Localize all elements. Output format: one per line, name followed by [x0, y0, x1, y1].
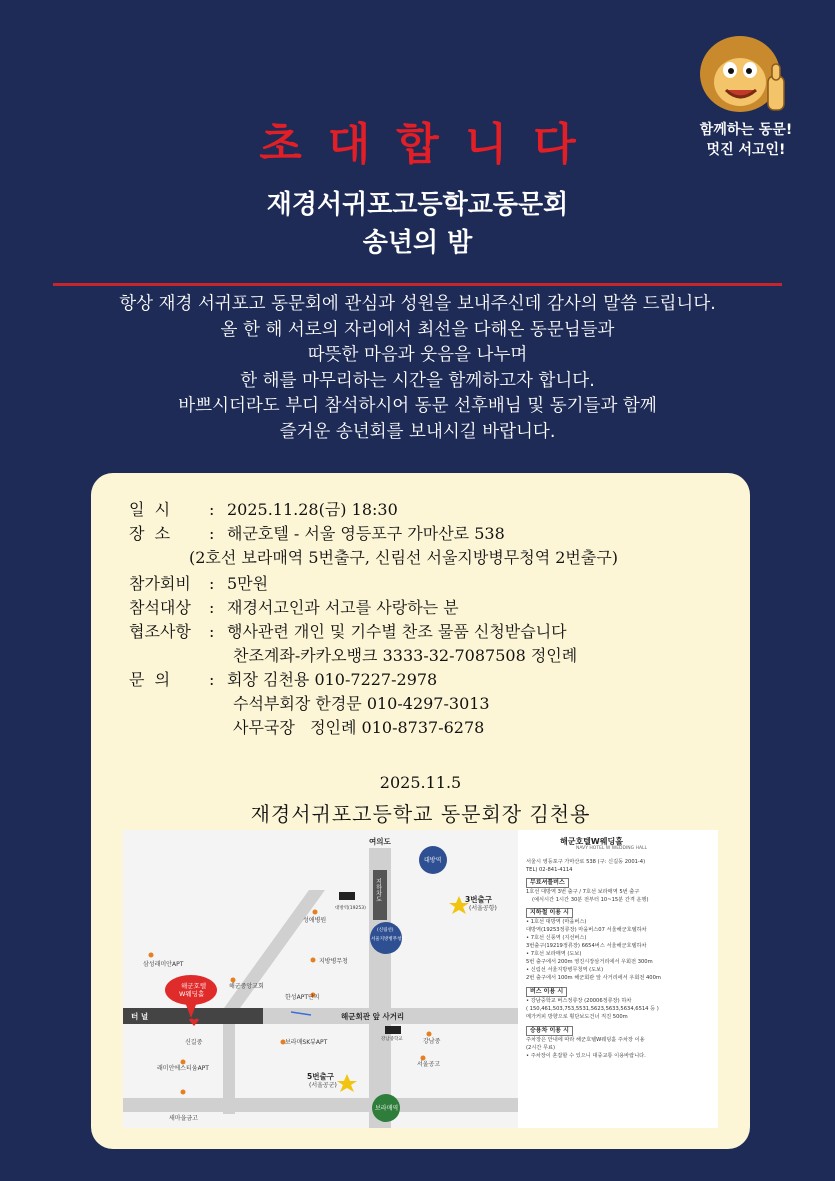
date-value: 2025.11.28(금) 18:30: [227, 500, 398, 519]
sponsor-row: 협조사항 : 행사관련 개인 및 기수별 찬조 물품 신청받습니다: [129, 619, 567, 642]
sponsor-label: 협조사항: [129, 622, 191, 641]
car-line: • 주차장이 혼잡할 수 있으니 대중교통 이용바랍니다.: [526, 1053, 646, 1059]
shuttle-route: 1호선 대방역 3번 출구 / 7호선 보라매역 5번 출구: [526, 889, 640, 895]
date-label: 일 시: [129, 500, 171, 519]
event-details-card: [91, 473, 750, 1149]
target-value: 재경서고인과 서고를 사랑하는 분: [227, 598, 459, 617]
bus-heading: 버스 이용 시: [526, 987, 567, 997]
contact-row: 문 의 : 회장 김천용 010-7227-2978: [129, 667, 437, 690]
map-label-exit3-sub: (서울공항): [469, 905, 497, 912]
directions-panel: [520, 830, 718, 1128]
map-label-tunnel: 터 널: [131, 1012, 149, 1021]
subway-line: 대방역(19253정류장) 마을버스07 서울해군호텔하차: [526, 927, 647, 933]
map-label-bus-stop: 대방역(19253): [335, 906, 366, 911]
map-label-exit5: 5번출구: [307, 1072, 334, 1081]
headline-line: 송년의 밤: [362, 228, 473, 258]
greeting-message: [0, 292, 835, 445]
divider: [53, 283, 782, 286]
map-label-hansung: 한성APT단지: [285, 994, 320, 1001]
place-row: 장 소 : 해군호텔 - 서울 영등포구 가마산로 538: [129, 521, 505, 544]
bus-line: ( 150,461,503,753,5531,5623,5633,5634,6514 등 ): [526, 1006, 659, 1012]
issue-date: 2025.11.5: [379, 773, 462, 792]
fee-label: 참가회비: [129, 574, 191, 593]
target-row: 참석대상 : 재경서고인과 서고를 사랑하는 분: [129, 595, 459, 618]
subway-line: • 1호선 대방역 (마을버스): [526, 919, 587, 925]
subway-line: • 신림선 서울지방병무청역 (도보): [526, 967, 604, 973]
slogan-line: 함께하는 동문!: [699, 122, 793, 138]
map-label-seoul-high: 서울공고: [417, 1061, 441, 1068]
contact-value: 회장 김천용 010-7227-2978: [227, 670, 438, 689]
subway-line: • 7호선 신풍역 (지선버스): [526, 935, 587, 941]
map-label-underpass: 지하차도: [374, 878, 382, 902]
map-label-station: (신림선): [377, 928, 394, 933]
greeting-line: 따뜻한 마음과 웃음을 나누며: [307, 345, 528, 365]
map-label-sinkil: 신길중: [185, 1039, 203, 1046]
map-label-haegun-church: 해군중앙교회: [229, 983, 264, 990]
car-line: 주차장은 안내에 따라 해군호텔W웨딩홀 주차장 이용: [526, 1037, 645, 1043]
greeting-line: 한 해를 마무리하는 시간을 함께하고자 합니다.: [240, 370, 595, 391]
hotel-name: 해군호텔W웨딩홀: [560, 837, 623, 846]
map-label-station-name: 서울지방병무청역: [371, 937, 406, 942]
place-value: 해군호텔 - 서울 영등포구 가마산로 538: [227, 524, 505, 543]
car-line: (2시간 무료): [526, 1045, 556, 1051]
map-label-jibang: 지방병무청: [319, 958, 348, 965]
map-label-raemian: 래미안에스티움APT: [157, 1065, 209, 1072]
signature: 재경서귀포고등학교 동문회장 김천용: [250, 802, 591, 826]
map-label-exit5-sub: (서울공군): [309, 1082, 337, 1089]
contact-label: 문 의: [129, 670, 171, 689]
greeting-line: 올 한 해 서로의 자리에서 최선을 다해온 동문님들과: [220, 319, 615, 340]
mascot-icon: [690, 28, 800, 120]
map-label-gangnam-school: 강남중학교: [381, 1037, 403, 1042]
subway-line: • 7호선 보라매역 (도보): [526, 951, 582, 957]
event-headline: [0, 186, 835, 262]
slogan-line: 멋진 서고인!: [706, 142, 786, 158]
map-label-hotel-line2: W웨딩홀: [179, 990, 205, 998]
map-drawing: [123, 830, 518, 1128]
target-label: 참석대상: [129, 598, 191, 617]
subway-line: 2번 출구에서 100m 해군회관 앞 사거리에서 우회전 400m: [526, 975, 661, 981]
sponsor-value: 행사관련 개인 및 기수별 찬조 물품 신청받습니다: [227, 622, 567, 641]
map-label-boramae-sk: 보라매SK뷰APT: [285, 1039, 328, 1046]
map-label-hotel-line1: 해군호텔: [181, 982, 207, 990]
hotel-tel: TEL) 02-841-4114: [526, 867, 573, 873]
subway-heading: 지하철 이용 시: [526, 908, 573, 918]
map-label-gangnam-mid: 강남중: [423, 1038, 441, 1045]
place-directions: (2호선 보라매역 5번출구, 신림선 서울지방병무청역 2번출구): [189, 548, 619, 567]
contact-value: 사무국장 정인례 010-8737-6278: [233, 718, 485, 737]
bus-line: 메가커피 방향으로 횡단보도건너 직진 500m: [526, 1014, 628, 1020]
shuttle-heading: 무료셔틀버스: [526, 878, 569, 888]
date-row: 일 시 : 2025.11.28(금) 18:30: [129, 497, 398, 520]
invitation-title: 초대합니다: [259, 119, 602, 170]
car-heading: 승용차 이용 시: [526, 1026, 573, 1036]
map-label-daebang: 대방역: [424, 857, 442, 864]
map-label-crossroad: 해군회관 앞 사거리: [341, 1012, 405, 1021]
hotel-address: 서울시 영등포구 가마산로 538 (구: 신길동 2001-4): [526, 859, 646, 865]
map-label-saemaeul: 새마을금고: [169, 1115, 198, 1122]
map-label-sungae: 성애병원: [303, 917, 327, 924]
slogan: [686, 120, 806, 160]
greeting-line: 항상 재경 서귀포고 동문회에 관심과 성원을 보내주신데 감사의 말씀 드립니다.: [119, 294, 716, 314]
hotel-english-name: NAVY HOTEL W WEDDING HALL: [576, 846, 648, 851]
headline-line: 재경서귀포고등학교동문회: [266, 190, 569, 220]
map-label-exit3: 3번출구: [465, 895, 492, 904]
shuttle-note: (예식시간 1시간 30분 전부터 10~15분 간격 운행): [532, 897, 649, 903]
map-label-boramae: 보라매역: [375, 1105, 399, 1112]
location-map: [123, 830, 718, 1128]
fee-row: 참가회비 : 5만원: [129, 571, 268, 594]
contact-value: 수석부회장 한경문 010-4297-3013: [233, 694, 490, 713]
bus-line: • 강남중학교 버스정류장 (20006정류장) 하차: [526, 998, 632, 1004]
greeting-line: 즐거운 송년회를 보내시길 바랍니다.: [279, 421, 556, 442]
greeting-line: 바쁘시더라도 부디 참석하시어 동문 선후배님 및 동기들과 함께: [178, 396, 657, 416]
subway-line: 5번 출구에서 200m 영진시장삼거리에서 우회전 300m: [526, 959, 653, 965]
fee-value: 5만원: [227, 574, 269, 593]
place-label: 장 소: [129, 524, 171, 543]
subway-line: 3번출구(19219정류장) 6654버스 서울해군호텔하차: [526, 943, 647, 949]
map-label-yeouido: 여의도: [369, 837, 391, 846]
map-label-samsung: 삼성래미안APT: [143, 961, 184, 968]
sponsor-account: 찬조계좌-카카오뱅크 3333-32-7087508 정인례: [233, 646, 578, 665]
